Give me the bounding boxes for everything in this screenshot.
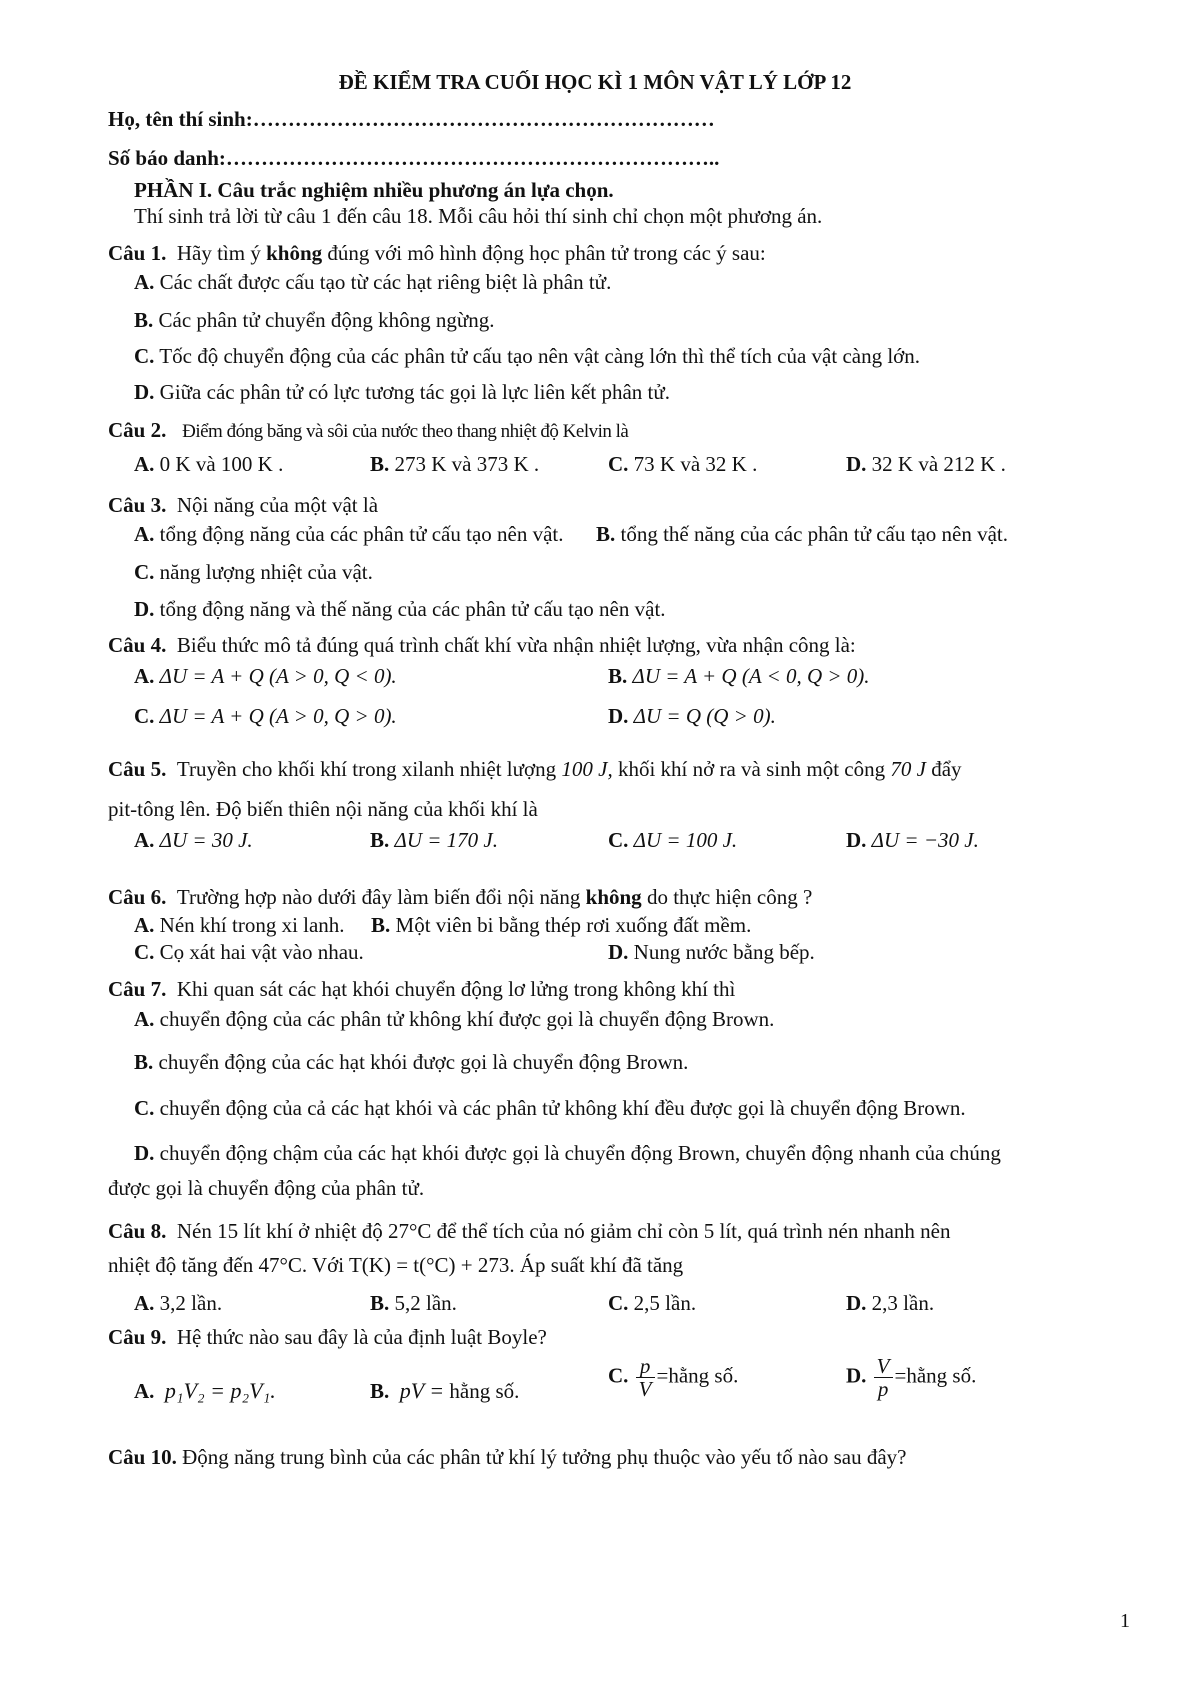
- question-8-text: Nén 15 lít khí ở nhiệt độ 27°C để thể tích của nó giảm chỉ còn 5 lít, quá trình nén nhanh nên: [176, 1219, 951, 1243]
- question-5-text-c: đẩy: [925, 757, 962, 781]
- option-text: Nén khí trong xi lanh.: [159, 913, 345, 937]
- option-letter: D.: [846, 1291, 867, 1315]
- fraction-p-over-v: [636, 1355, 655, 1400]
- option-text: Giữa các phân tử có lực tương tác gọi là lực liên kết phân tử.: [159, 380, 670, 404]
- option-text: tổng thế năng của các phân tử cấu tạo nên vật.: [620, 522, 1008, 546]
- question-8-option-b[interactable]: [370, 1291, 457, 1316]
- question-8-text-a: nhiệt độ tăng đến 47°C. Với: [108, 1253, 349, 1277]
- question-8-label: Câu 8.: [108, 1219, 167, 1243]
- question-9-option-a[interactable]: [134, 1378, 276, 1404]
- question-6-stem: [108, 885, 812, 910]
- option-letter: D.: [134, 380, 155, 404]
- option-text: 2,3 lần.: [871, 1291, 935, 1315]
- option-letter: C.: [134, 344, 155, 368]
- option-text: Tốc độ chuyển động của các phân tử cấu tạo nên vật càng lớn thì thể tích của vật càng lớn.: [159, 344, 921, 368]
- option-letter: A.: [134, 452, 155, 476]
- question-7-option-d-continued: được gọi là chuyển động của phân tử.: [108, 1176, 425, 1200]
- fraction-numerator: V: [874, 1355, 893, 1378]
- option-letter: A.: [134, 1379, 155, 1403]
- question-7-text: Khi quan sát các hạt khói chuyển động lơ lửng trong không khí thì: [176, 977, 736, 1001]
- option-letter: B.: [370, 1379, 390, 1403]
- question-9-option-d[interactable]: D. $\frac{V}{p}$ =hằng số.: [846, 1354, 977, 1402]
- question-1-label: Câu 1.: [108, 241, 167, 265]
- option-letter: B.: [134, 1050, 154, 1074]
- option-letter: A.: [134, 1007, 155, 1031]
- question-7-option-d[interactable]: [134, 1141, 1001, 1166]
- option-text: ΔU = Q (Q > 0).: [633, 704, 776, 728]
- option-text: tổng động năng và thế năng của các phân tử cấu tạo nên vật.: [159, 597, 666, 621]
- option-letter: D.: [608, 940, 629, 964]
- question-10-stem: [108, 1445, 906, 1470]
- option-letter: C.: [608, 1291, 629, 1315]
- question-6-text-a: Trường hợp nào dưới đây làm biến đổi nội năng: [176, 885, 586, 909]
- option-letter: D.: [608, 704, 629, 728]
- option-text: 32 K và 212 K .: [871, 452, 1006, 476]
- option-letter: C.: [608, 452, 629, 476]
- question-5-stem-line2: pit-tông lên. Độ biến thiên nội năng của khối khí là: [108, 797, 538, 821]
- question-5-text-a: Truyền cho khối khí trong xilanh nhiệt lượng: [176, 757, 562, 781]
- option-letter: B.: [370, 1291, 390, 1315]
- option-letter: D.: [846, 452, 867, 476]
- question-3-option-c[interactable]: [134, 560, 373, 585]
- question-4-option-a[interactable]: [134, 664, 397, 689]
- option-text: 0 K và 100 K .: [159, 452, 284, 476]
- option-letter: A.: [134, 1291, 155, 1315]
- question-5-option-a[interactable]: [134, 828, 253, 853]
- option-letter: D.: [846, 828, 867, 852]
- option-letter: A.: [134, 828, 155, 852]
- question-5-label: Câu 5.: [108, 757, 167, 781]
- option-letter: B.: [370, 452, 390, 476]
- question-3-stem: [108, 493, 378, 518]
- option-text: ΔU = 100 J.: [633, 828, 738, 852]
- question-4-option-b[interactable]: [608, 664, 870, 689]
- question-9-stem: [108, 1325, 547, 1350]
- question-1-option-b[interactable]: [134, 308, 494, 333]
- option-text: 2,5 lần.: [633, 1291, 697, 1315]
- question-7-option-b[interactable]: [134, 1050, 688, 1075]
- fraction-denominator: V: [638, 1377, 652, 1402]
- question-7-label: Câu 7.: [108, 977, 167, 1001]
- question-4-stem: [108, 633, 856, 658]
- question-1-text-a: Hãy tìm ý: [176, 241, 267, 265]
- candidate-name-dots: …………………………………………………………: [252, 107, 715, 131]
- option-text: 3,2 lần.: [159, 1291, 223, 1315]
- question-10-text: Động năng trung bình của các phân tử khí lý tưởng phụ thuộc vào yếu tố nào sau đây?: [182, 1445, 907, 1469]
- question-4-label: Câu 4.: [108, 633, 167, 657]
- question-7-stem: [108, 977, 735, 1002]
- option-text: chuyển động chậm của các hạt khói được gọi là chuyển động Brown, chuyển động nhanh của chúng: [159, 1141, 1001, 1165]
- question-5-stem: [108, 757, 962, 782]
- option-text: hằng số.: [906, 1363, 977, 1388]
- option-text: hằng số.: [668, 1363, 739, 1388]
- question-8-stem-line2: [108, 1253, 683, 1278]
- option-letter: B.: [596, 522, 616, 546]
- question-2-stem: [108, 418, 628, 443]
- question-7-option-a[interactable]: [134, 1007, 774, 1032]
- question-3-option-b[interactable]: [596, 522, 1008, 547]
- question-1-stem: [108, 241, 766, 266]
- option-letter: B.: [608, 664, 628, 688]
- question-5-option-c[interactable]: [608, 828, 737, 853]
- option-text: Cọ xát hai vật vào nhau.: [159, 940, 364, 964]
- question-8-stem: [108, 1219, 950, 1244]
- option-text: 273 K và 373 K .: [394, 452, 540, 476]
- question-8-option-c[interactable]: [608, 1291, 696, 1316]
- candidate-id-dots: ……………………………………………………………..: [225, 146, 720, 170]
- option-letter: C.: [134, 560, 155, 584]
- question-3-option-d[interactable]: [134, 597, 666, 622]
- option-letter: B.: [370, 828, 390, 852]
- question-6-option-c[interactable]: [134, 940, 364, 965]
- candidate-name-field: [108, 107, 715, 132]
- option-letter: D.: [846, 1363, 867, 1388]
- option-letter: A.: [134, 664, 155, 688]
- question-6-option-a[interactable]: [134, 913, 345, 938]
- question-1-option-d[interactable]: [134, 380, 670, 405]
- question-2-option-b[interactable]: [370, 452, 539, 477]
- option-expression: pV =: [399, 1378, 445, 1403]
- option-text: ΔU = 170 J.: [394, 828, 498, 852]
- question-2-option-c[interactable]: [608, 452, 757, 477]
- option-letter: C.: [608, 828, 629, 852]
- option-text: ΔU = A + Q (A > 0, Q > 0).: [159, 704, 397, 728]
- option-letter: B.: [134, 308, 154, 332]
- part1-heading: PHẦN I. Câu trắc nghiệm nhiều phương án lựa chọn.: [134, 178, 614, 202]
- option-text: hằng số.: [449, 1379, 520, 1403]
- option-text: tổng động năng của các phân tử cấu tạo nên vật.: [159, 522, 564, 546]
- question-7-option-c[interactable]: [134, 1096, 966, 1121]
- option-text: ΔU = −30 J.: [871, 828, 979, 852]
- option-letter: C.: [134, 940, 155, 964]
- question-5-work-value: 70 J: [890, 757, 926, 781]
- question-6-text-b: do thực hiện công ?: [641, 885, 813, 909]
- question-2-option-d[interactable]: [846, 452, 1006, 477]
- option-text: 73 K và 32 K .: [633, 452, 758, 476]
- option-letter: D.: [134, 597, 155, 621]
- option-text: Các phân tử chuyển động không ngừng.: [158, 308, 495, 332]
- question-4-option-c[interactable]: [134, 704, 397, 729]
- question-5-option-b[interactable]: [370, 828, 498, 853]
- question-9-option-b[interactable]: [370, 1378, 519, 1404]
- option-letter: A.: [134, 270, 155, 294]
- question-3-text: Nội năng của một vật là: [176, 493, 379, 517]
- question-8-option-d[interactable]: [846, 1291, 934, 1316]
- candidate-name-label: Họ, tên thí sinh:: [108, 107, 253, 131]
- question-4-text: Biểu thức mô tả đúng quá trình chất khí vừa nhận nhiệt lượng, vừa nhận công là:: [176, 633, 856, 657]
- question-9-option-c[interactable]: C. $\frac{p}{V}$ =hằng số.: [608, 1354, 739, 1402]
- question-5-option-d[interactable]: [846, 828, 979, 853]
- question-3-label: Câu 3.: [108, 493, 167, 517]
- option-letter: B.: [371, 913, 391, 937]
- option-text: chuyển động của các hạt khói được gọi là chuyển động Brown.: [158, 1050, 689, 1074]
- option-letter: D.: [134, 1141, 155, 1165]
- option-letter: C.: [608, 1363, 629, 1388]
- question-3-option-a[interactable]: [134, 522, 564, 547]
- option-text: chuyển động của cả các hạt khói và các phân tử không khí đều được gọi là chuyển động Brown.: [159, 1096, 966, 1120]
- question-5-text-b: khối khí nở ra và sinh một công: [612, 757, 891, 781]
- question-1-option-c[interactable]: [134, 344, 920, 369]
- option-text: ΔU = A + Q (A < 0, Q > 0).: [632, 664, 870, 688]
- option-text: ΔU = 30 J.: [159, 828, 253, 852]
- question-2-text: Điểm đóng băng và sôi của nước theo thang nhiệt độ Kelvin là: [182, 421, 629, 442]
- question-1-text-b: đúng với mô hình động học phân tử trong các ý sau:: [322, 241, 766, 265]
- option-text: ΔU = A + Q (A > 0, Q < 0).: [159, 664, 397, 688]
- option-letter: C.: [134, 704, 155, 728]
- option-letter: A.: [134, 913, 155, 937]
- page-title: ĐỀ KIỂM TRA CUỐI HỌC KÌ 1 MÔN VẬT LÝ LỚP 12: [338, 70, 852, 94]
- question-2-label: Câu 2.: [108, 418, 167, 442]
- question-9-label: Câu 9.: [108, 1325, 167, 1349]
- option-text: 5,2 lần.: [394, 1291, 457, 1315]
- question-10-label: Câu 10.: [108, 1445, 177, 1469]
- question-6-label: Câu 6.: [108, 885, 167, 909]
- question-8-text-b: . Áp suất khí đã tăng: [509, 1253, 684, 1277]
- option-text: Một viên bi bằng thép rơi xuống đất mềm.: [395, 913, 752, 937]
- question-6-emphasis: không: [585, 885, 642, 909]
- option-letter: A.: [134, 522, 155, 546]
- option-text: năng lượng nhiệt của vật.: [159, 560, 373, 584]
- question-6-option-b[interactable]: [371, 913, 751, 938]
- fraction-denominator: p: [877, 1377, 889, 1402]
- candidate-id-label: Số báo danh:: [108, 146, 226, 170]
- option-text: Các chất được cấu tạo từ các hạt riêng biệt là phân tử.: [159, 270, 612, 294]
- question-8-formula: T(K) = t(°C) + 273: [348, 1253, 510, 1277]
- question-9-text: Hệ thức nào sau đây là của định luật Boyle?: [176, 1325, 547, 1349]
- option-text: chuyển động của các phân tử không khí được gọi là chuyển động Brown.: [159, 1007, 775, 1031]
- option-text: p₁V₂ = p₂V₁.: [164, 1378, 276, 1403]
- part1-instruction: Thí sinh trả lời từ câu 1 đến câu 18. Mỗi câu hỏi thí sinh chỉ chọn một phương án.: [134, 204, 823, 228]
- fraction-numerator: p: [636, 1355, 655, 1378]
- candidate-id-field: [108, 146, 719, 171]
- question-1-option-a[interactable]: [134, 270, 611, 295]
- fraction-v-over-p: [874, 1355, 893, 1400]
- page-number: 1: [1120, 1610, 1130, 1632]
- question-8-option-a[interactable]: [134, 1291, 222, 1316]
- question-6-option-d[interactable]: [608, 940, 815, 965]
- question-5-heat-value: 100 J,: [561, 757, 613, 781]
- question-2-option-a[interactable]: [134, 452, 283, 477]
- option-letter: C.: [134, 1096, 155, 1120]
- question-4-option-d[interactable]: [608, 704, 776, 729]
- option-text: Nung nước bằng bếp.: [633, 940, 815, 964]
- question-1-emphasis: không: [266, 241, 323, 265]
